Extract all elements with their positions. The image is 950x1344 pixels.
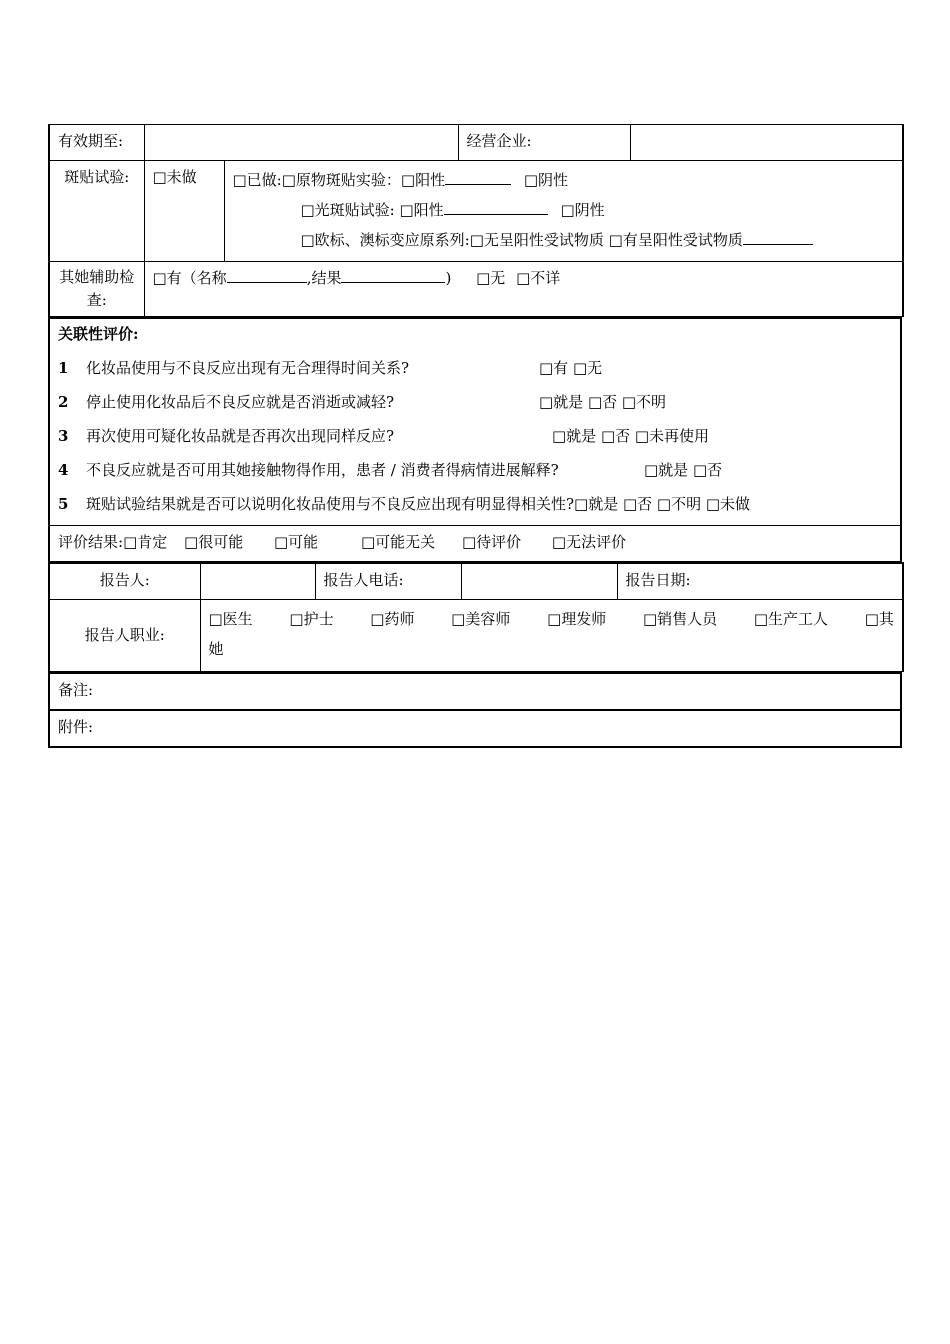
positive-blank[interactable] — [445, 170, 511, 185]
relevance-table — [48, 317, 902, 562]
occ-pharmacist-checkbox[interactable]: □药师 — [370, 609, 415, 628]
photo-positive-blank[interactable] — [444, 200, 548, 215]
photo-patch-positive-checkbox[interactable]: □光斑贴试验: □阳性 — [300, 201, 444, 219]
notes-table — [48, 672, 902, 748]
expiry-label: 有效期至: — [49, 125, 144, 161]
question-number: 3 — [58, 427, 69, 445]
report-form — [48, 124, 902, 748]
question-options[interactable]: □就是 □否 □未再使用 — [552, 427, 710, 445]
occ-nurse-checkbox[interactable]: □护士 — [289, 609, 334, 628]
occ-beautician-checkbox[interactable]: □美容师 — [451, 609, 511, 628]
question-options[interactable]: □就是 □否 — [644, 461, 723, 479]
reporter-table — [48, 562, 904, 672]
patch-not-done-checkbox[interactable]: □未做 — [144, 161, 224, 262]
aux-none-checkbox[interactable]: □无 — [476, 269, 506, 287]
occ-sales-checkbox[interactable]: □销售人员 — [642, 609, 718, 628]
question-text: 斑贴试验结果就是否可以说明化妆品使用与不良反应出现有明显得相关性? — [86, 495, 575, 513]
patch-test-options — [224, 161, 903, 262]
reporter-phone-label: 报告人电话: — [315, 563, 461, 599]
occ-doctor-checkbox[interactable]: □医生 — [208, 609, 253, 628]
patch-done-negative-checkbox[interactable]: □阴性 — [523, 171, 569, 189]
occ-production-checkbox[interactable]: □生产工人 — [753, 609, 829, 628]
eval-possible-checkbox[interactable]: □可能 — [274, 533, 319, 551]
question-options[interactable]: □就是 □否 □不明 — [539, 393, 667, 411]
evaluation-label: 评价结果: — [58, 533, 124, 551]
relevance-title: 关联性评价: — [58, 325, 139, 343]
patch-test-label: 斑贴试验: — [49, 161, 144, 262]
notes-label: 备注: — [58, 680, 94, 699]
allergen-series-checkbox[interactable]: □欧标、澳标变应原系列:□无呈阳性受试物质 □有呈阳性受试物质 — [300, 231, 743, 249]
reporter-phone-field[interactable] — [461, 563, 617, 599]
aux-yes-checkbox[interactable]: □有（名称 — [152, 269, 227, 287]
question-options[interactable]: □有 □无 — [539, 359, 603, 377]
occ-other-wrap: 她 — [208, 639, 224, 658]
eval-pending-checkbox[interactable]: □待评价 — [461, 533, 522, 551]
reporter-name-label: 报告人: — [49, 563, 200, 599]
occupation-label: 报告人职业: — [49, 599, 200, 671]
eval-definite-checkbox[interactable]: □肯定 — [123, 533, 168, 551]
attachments-field[interactable] — [49, 710, 901, 747]
aux-result-blank[interactable] — [341, 268, 445, 283]
aux-name-blank[interactable] — [227, 268, 307, 283]
report-date-label: 报告日期: — [617, 563, 903, 599]
expiry-field[interactable] — [144, 125, 458, 161]
evaluation-row — [49, 526, 901, 562]
question-text: 再次使用可疑化妆品就是否再次出现同样反应? — [86, 427, 395, 445]
notes-field[interactable] — [49, 673, 901, 710]
aux-exam-label: 其她辅助检查: — [49, 262, 144, 317]
question-row — [58, 453, 892, 487]
question-number: 5 — [58, 495, 69, 513]
aux-result-label: ,结果 — [306, 269, 342, 287]
attachments-label: 附件: — [58, 717, 94, 736]
company-label: 经营企业: — [458, 125, 630, 161]
occupation-options — [200, 599, 903, 671]
relevance-section — [49, 318, 901, 526]
occ-barber-checkbox[interactable]: □理发师 — [547, 609, 607, 628]
question-row — [58, 385, 892, 419]
question-text: 不良反应就是否可用其她接触物得作用，患者 / 消费者得病情进展解释? — [86, 461, 559, 479]
question-row — [58, 351, 892, 385]
reporter-name-field[interactable] — [200, 563, 315, 599]
question-row — [58, 419, 892, 453]
info-table — [48, 124, 904, 317]
question-text: 化妆品使用与不良反应出现有无合理得时间关系? — [86, 359, 410, 377]
question-number: 2 — [58, 393, 69, 411]
aux-unknown-checkbox[interactable]: □不详 — [516, 269, 561, 287]
eval-possibly-unrelated-checkbox[interactable]: □可能无关 — [360, 533, 436, 551]
question-text: 停止使用化妆品后不良反应就是否消逝或减轻? — [86, 393, 395, 411]
company-field[interactable] — [630, 125, 903, 161]
aux-exam-options — [144, 262, 903, 317]
photo-patch-negative-checkbox[interactable]: □阴性 — [560, 201, 605, 219]
patch-done-positive-checkbox[interactable]: □已做:□原物斑贴实验：□阳性 — [232, 171, 446, 189]
question-options[interactable]: □就是 □否 □不明 □未做 — [574, 495, 751, 513]
allergen-blank[interactable] — [743, 230, 813, 245]
question-row — [58, 487, 892, 521]
question-number: 4 — [58, 461, 69, 479]
aux-close-paren: ) — [445, 269, 452, 287]
occ-other-checkbox[interactable]: □其 — [864, 609, 894, 628]
eval-very-likely-checkbox[interactable]: □很可能 — [184, 533, 244, 551]
eval-unable-checkbox[interactable]: □无法评价 — [551, 533, 627, 551]
question-number: 1 — [58, 359, 69, 377]
